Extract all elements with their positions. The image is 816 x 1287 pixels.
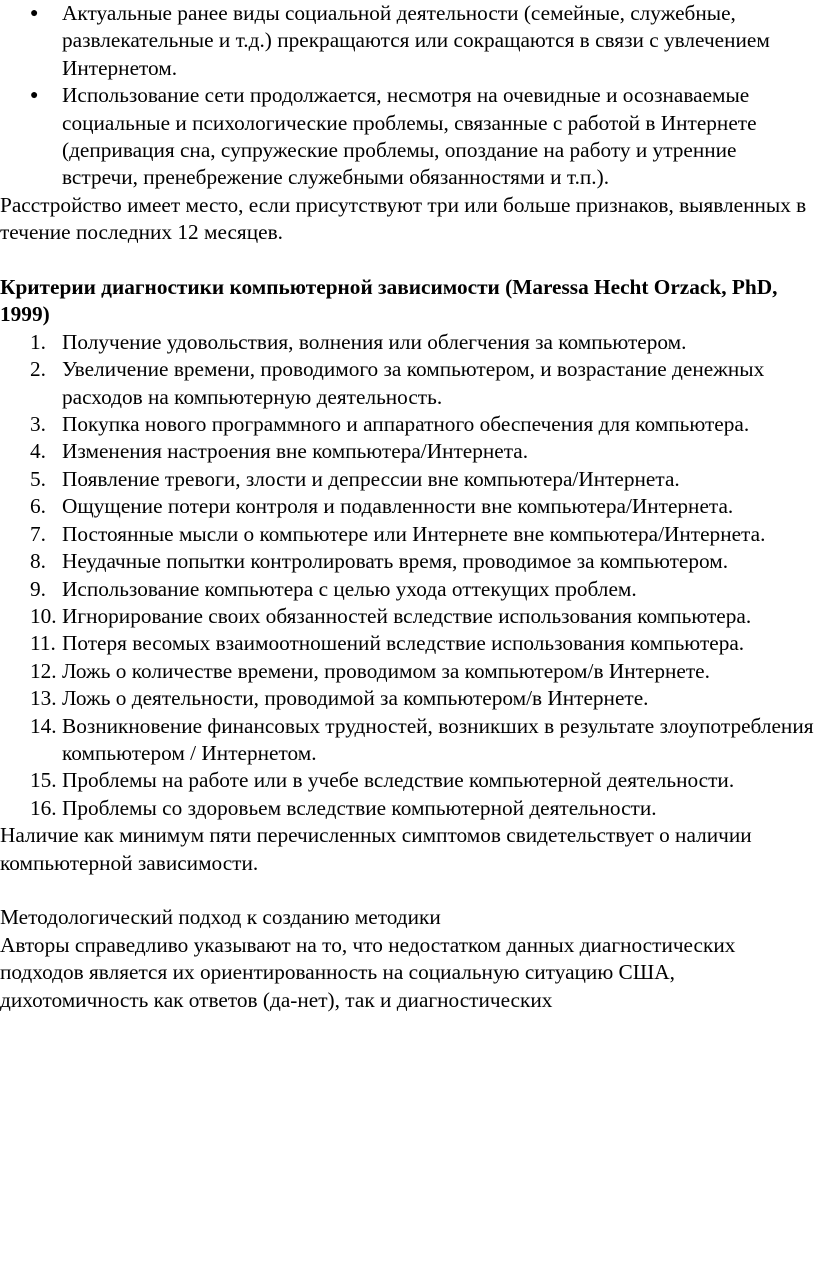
list-item: [0, 329, 816, 356]
criterion-number: 6.: [30, 494, 46, 519]
criterion-text: Изменения настроения вне компьютера/Интернета.: [62, 439, 529, 464]
list-item: [0, 466, 816, 493]
criterion-text: Покупка нового программного и аппаратного обеспечения для компьютера.: [62, 412, 750, 437]
list-item: [0, 630, 816, 657]
criterion-text: Ложь о деятельности, проводимой за компьютером/в Интернете.: [62, 686, 649, 711]
spacer: [0, 877, 816, 904]
criterion-text: Неудачные попытки контролировать время, проводимое за компьютером.: [62, 549, 729, 574]
criterion-number: 8.: [30, 549, 46, 574]
criterion-number: 11.: [30, 631, 56, 656]
list-item: [0, 82, 816, 192]
list-item: [0, 685, 816, 712]
list-item: [0, 0, 816, 82]
criterion-number: 13.: [30, 686, 57, 711]
bullet-icon: ●: [30, 88, 39, 104]
method-heading: Методологический подход к созданию методики: [0, 905, 441, 930]
list-item: [0, 795, 816, 822]
criterion-number: 12.: [30, 658, 57, 683]
bullet-text: Использование сети продолжается, несмотря на очевидные и осознаваемые социальные и психологические проблемы, связанные с работой в Интернете (депривация сна, супружеские проблемы, опоздание на работу и утренние встречи, пренебрежение служебными обязанностями и т.п.).: [62, 83, 757, 190]
criterion-number: 2.: [30, 357, 46, 382]
criterion-number: 14.: [30, 713, 57, 738]
criteria-heading: Критерии диагностики компьютерной зависимости (Maressa Hecht Orzack, PhD, 1999): [0, 275, 778, 327]
criterion-text: Проблемы со здоровьем вследствие компьютерной деятельности.: [62, 795, 657, 820]
list-item: [0, 576, 816, 603]
criterion-number: 16.: [30, 795, 57, 820]
criteria-list: [0, 329, 816, 822]
criterion-text: Использование компьютера с целью ухода оттекущих проблем.: [62, 576, 637, 601]
criterion-text: Проблемы на работе или в учебе вследствие компьютерной деятельности.: [62, 768, 735, 793]
criterion-text: Игнорирование своих обязанностей вследствие использования компьютера.: [62, 603, 752, 628]
criterion-text: Постоянные мысли о компьютере или Интернете вне компьютера/Интернета.: [62, 521, 766, 546]
symptom-bullet-list: [0, 0, 816, 192]
criterion-number: 9.: [30, 576, 46, 601]
bullet-text: Актуальные ранее виды социальной деятельности (семейные, служебные, развлекательные и т.д.) прекращаются или сокращаются в связи с увлечением Интернетом.: [62, 1, 770, 80]
criterion-text: Возникновение финансовых трудностей, возникших в результате злоупотребления компьютером / Интернетом.: [62, 713, 814, 765]
criterion-number: 1.: [30, 329, 46, 354]
list-item: [0, 356, 816, 411]
list-item: [0, 438, 816, 465]
criterion-number: 4.: [30, 439, 46, 464]
criterion-text: Ощущение потери контроля и подавленности вне компьютера/Интернета.: [62, 494, 734, 519]
disorder-note: Расстройство имеет место, если присутствуют три или больше признаков, выявленных в течение последних 12 месяцев.: [0, 192, 807, 245]
list-item: [0, 411, 816, 438]
criterion-number: 10.: [30, 603, 57, 628]
list-item: [0, 603, 816, 630]
spacer: [0, 247, 816, 274]
criterion-number: 5.: [30, 466, 46, 491]
list-item: [0, 548, 816, 575]
list-item: [0, 521, 816, 548]
criterion-text: Потеря весомых взаимоотношений вследствие использования компьютера.: [62, 631, 745, 656]
list-item: [0, 713, 816, 768]
criterion-text: Получение удовольствия, волнения или облегчения за компьютером.: [62, 329, 687, 354]
list-item: [0, 493, 816, 520]
criterion-text: Увеличение времени, проводимого за компьютером, и возрастание денежных расходов на компьютерную деятельность.: [62, 357, 765, 409]
method-text: Авторы справедливо указывают на то, что недостатком данных диагностических подходов является их ориентированность на социальную ситуацию США, дихотомичность как ответов (да-нет), так и диагностических: [0, 932, 736, 1012]
criterion-number: 7.: [30, 521, 46, 546]
criterion-text: Ложь о количестве времени, проводимом за компьютером/в Интернете.: [62, 658, 710, 683]
conclusion-text: Наличие как минимум пяти перечисленных симптомов свидетельствует о наличии компьютерной зависимости.: [0, 823, 752, 875]
list-item: [0, 767, 816, 794]
bullet-icon: ●: [30, 6, 39, 21]
criterion-text: Появление тревоги, злости и депрессии вне компьютера/Интернета.: [62, 466, 680, 491]
criterion-number: 3.: [30, 412, 46, 437]
criterion-number: 15.: [30, 768, 57, 793]
list-item: [0, 658, 816, 685]
